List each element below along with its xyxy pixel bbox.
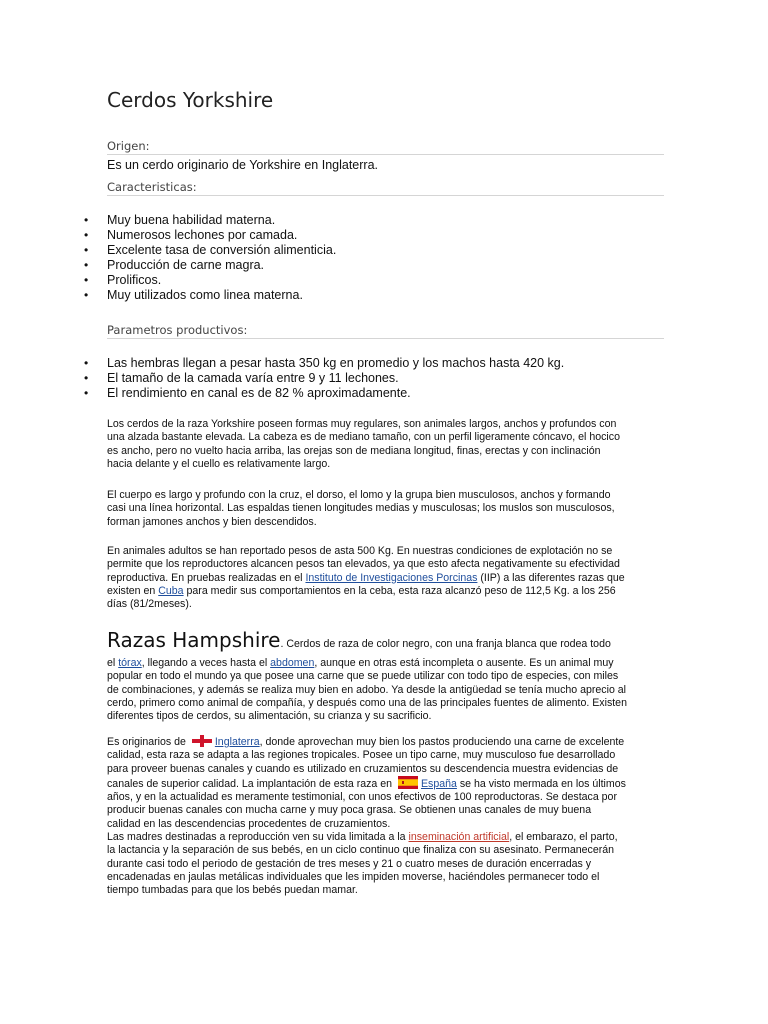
text-fragment: para medir sus comportamientos en la ceba, esta raza alcanzó peso de 112,5 Kg. a los 256 (183, 584, 616, 597)
text-fragment: . Cerdos de raza de color negro, con una franja blanca que rodea todo (280, 638, 611, 650)
list-item: • Producción de carne magra. (80, 258, 336, 273)
text-line: tiempo tumbadas para que los bebés puedan mamar. (107, 884, 358, 897)
text-line: años, y en la actualidad es meramente testimonial, con unos efectivos de 100 reproductoras. Se destaca por (107, 791, 617, 804)
list-item: • Muy utilizados como linea materna. (80, 288, 336, 303)
text-line: casi una línea horizontal. Las espaldas tienen longitudes medias y musculosas; los muslos son musculosos, (107, 502, 615, 515)
text-line (107, 831, 663, 844)
link-cuba[interactable]: Cuba (158, 584, 184, 597)
link-instituto-investigaciones-porcinas[interactable]: Instituto de Investigaciones Porcinas (305, 571, 478, 584)
paragraph-yorkshire-pesos (107, 545, 663, 611)
text-line: de combinaciones, y además se realiza muy bien en adobo. Ya desde la antigüedad se tenía mucho aprecio al (107, 683, 627, 696)
caracteristicas-list (80, 213, 336, 303)
text-line: la lactancia y la separación de sus bebés, en un ciclo continuo que finaliza con su asesinato. Permanecerán (107, 844, 615, 857)
text-line: encadenadas en jaulas metálicas individuales que les impiden moverse, haciéndoles permanecer todo el (107, 870, 600, 883)
text-line: producir buenas canales con mucha carne y muy poca grasa. Se obtienen unas canales de muy buena (107, 804, 592, 817)
text-line (107, 627, 663, 657)
page-title: Cerdos Yorkshire (107, 88, 274, 112)
text-fragment: (IIP) a las diferentes razas que (477, 571, 625, 584)
parametros-label: Parametros productivos: (107, 323, 248, 337)
paragraph-yorkshire-forma (107, 418, 663, 471)
text-line: días (81/2meses). (107, 598, 192, 611)
link-abdomen[interactable]: abdomen (270, 657, 315, 669)
england-flag-icon (192, 735, 212, 747)
text-fragment: Es originarios de (107, 736, 189, 748)
link-torax[interactable]: tórax (118, 657, 142, 669)
text-line: Los cerdos de la raza Yorkshire poseen formas muy regulares, son animales largos, anchos y profundos con (107, 418, 617, 430)
paragraph-hampshire-origen (107, 735, 663, 898)
text-line: cerdo, primero como animal de compañía, y después como una de las principales fuentes de alimento. Existen (107, 696, 627, 709)
list-item: • Numerosos lechones por camada. (80, 228, 336, 243)
text-fragment: Las madres destinadas a reproducción ven su vida limitada a la (107, 831, 409, 844)
text-line: calidad en las descendencias procedentes de cruzamientos. (107, 817, 391, 830)
list-item: • Prolificos. (80, 273, 336, 288)
list-item: • El tamaño de la camada varía entre 9 y 11 lechones. (80, 371, 564, 386)
text-fragment: canales de superior calidad. La implantación de esta raza en (107, 777, 395, 790)
text-line: para proveer buenas canales y cuando es utilizado en cruzamientos su descendencia muestra evidencias de (107, 762, 619, 775)
origen-label: Origen: (107, 139, 150, 153)
text-line: forman jamones anchos y bien descendidos. (107, 515, 317, 528)
text-line: durante casi todo el periodo de gestación de tres meses y 21 o cuatro meses de duración encerradas y (107, 857, 592, 870)
paragraph-yorkshire-cuerpo (107, 489, 663, 529)
list-item: • El rendimiento en canal es de 82 % aproximadamente. (80, 386, 564, 401)
text-fragment: reproductiva. En pruebas realizadas en el (107, 571, 306, 584)
divider (107, 154, 664, 155)
link-inglaterra[interactable]: Inglaterra (214, 736, 260, 748)
list-item: • Excelente tasa de conversión alimenticia. (80, 243, 336, 258)
text-line: hacia delante y el cuello es relativamente largo. (107, 457, 331, 470)
text-line (107, 572, 663, 585)
divider (107, 195, 664, 196)
text-line: En animales adultos se han reportado pesos de asta 500 Kg. En nuestras condiciones de explotación no se (107, 545, 613, 557)
text-line (107, 776, 663, 791)
section-heading-hampshire: Razas Hampshire (107, 628, 281, 652)
text-line: es ancho, pero no vuelto hacia arriba, las orejas son de mediana longitud, finas, erectas y con inclinación (107, 444, 601, 457)
text-line: El cuerpo es largo y profundo con la cruz, el dorso, el lomo y la grupa bien musculosos, anchos y formando (107, 489, 611, 501)
text-line: diferentes tipos de cerdos, su alimentación, su crianza y su sacrificio. (107, 710, 432, 723)
link-inseminacion-artificial[interactable]: inseminación artificial (408, 831, 510, 844)
origen-text: Es un cerdo originario de Yorkshire en Inglaterra. (107, 158, 378, 172)
text-fragment: , llegando a veces hasta el (141, 657, 271, 669)
text-line (107, 735, 663, 749)
text-fragment: , el embarazo, el parto, (509, 831, 618, 844)
list-item: • Muy buena habilidad materna. (80, 213, 336, 228)
text-line (107, 657, 663, 670)
text-line: permite que los reproductores alcancen pesos tan elevados, ya que esto afecta negativamente su efectividad (107, 558, 620, 571)
text-line (107, 585, 663, 598)
caracteristicas-label: Caracteristicas: (107, 180, 197, 194)
text-line: una alzada bastante elevada. La cabeza es de mediano tamaño, con un perfil ligeramente cóncavo, el hocico (107, 431, 620, 444)
list-item: • Las hembras llegan a pesar hasta 350 kg en promedio y los machos hasta 420 kg. (80, 356, 564, 371)
spain-flag-icon (398, 776, 418, 789)
text-fragment: existen en (107, 584, 159, 597)
text-line: calidad, esta raza se adapta a las regiones tropicales. Posee un tipo carne, muy musculoso fue desarrollado (107, 749, 616, 762)
text-fragment: se ha visto mermada en los últimos (456, 777, 626, 790)
paragraph-hampshire-intro (107, 627, 663, 723)
link-espana[interactable]: España (420, 777, 457, 790)
divider (107, 338, 664, 339)
text-fragment: , aunque en otras está incompleta o ausente. Es un animal muy (314, 657, 614, 669)
parametros-list (80, 356, 564, 401)
text-line: popular en todo el mundo ya que posee una carne que se puede utilizar con todo tipo de especies, con miles (107, 670, 619, 683)
text-fragment: , donde aprovechan muy bien los pastos produciendo una carne de excelente (259, 736, 625, 748)
text-fragment: el (107, 657, 119, 669)
